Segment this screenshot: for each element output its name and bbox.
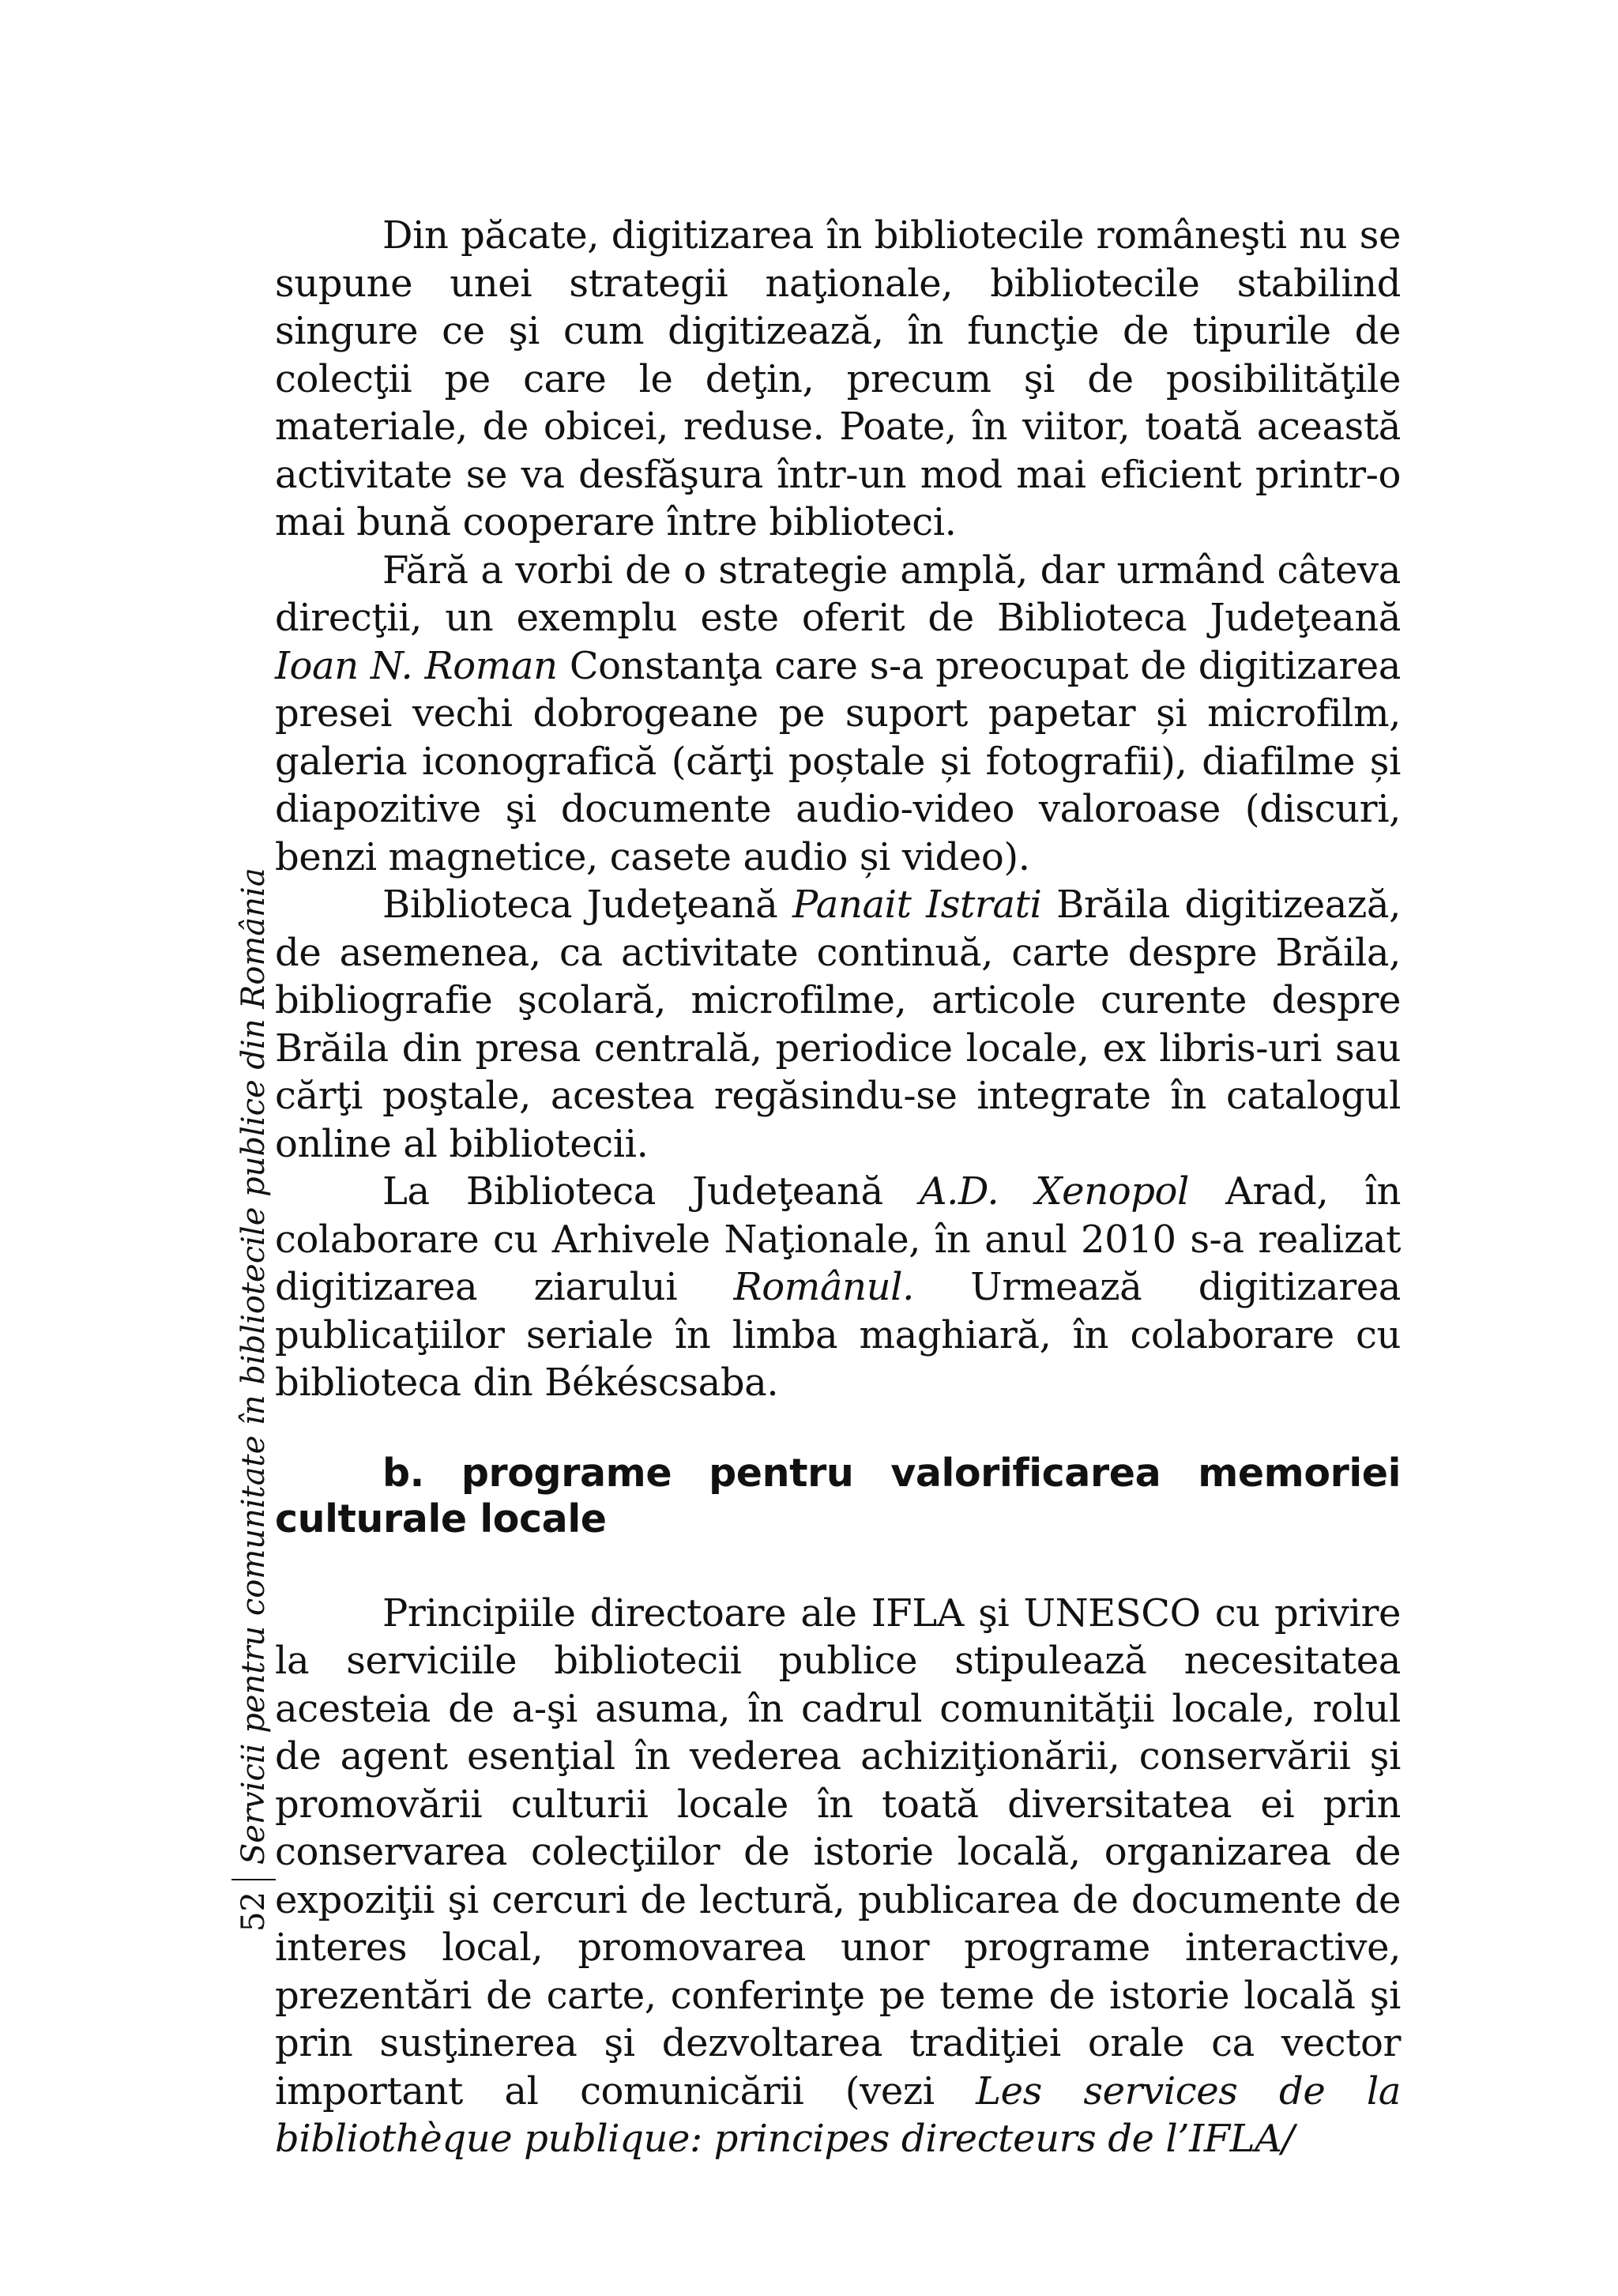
italic-title: Ioan N. Roman <box>275 643 558 688</box>
section-heading: b. programe pentru valorificarea memoriei culturale locale <box>275 1450 1401 1541</box>
italic-title: Les services de la bibliothèque publique: principes directeurs de l’IFLA/ <box>275 2068 1401 2161</box>
body-text <box>275 212 1401 2163</box>
italic-title: A.D. Xenopol <box>919 1169 1189 1214</box>
paragraph <box>275 1168 1401 1407</box>
running-head-divider <box>231 1879 276 1880</box>
paragraph <box>275 547 1401 882</box>
paragraphs-after-heading <box>275 1590 1401 2163</box>
paragraphs-before-heading <box>275 212 1401 1407</box>
text-run: Biblioteca Judeţeană <box>382 883 792 927</box>
paragraph <box>275 881 1401 1168</box>
text-run: Principiile directoare ale IFLA şi UNESCO cu privire la serviciile bibliotecii publice stipulează necesitatea acesteia de a-şi asuma, în cadrul comunităţii locale, rolul de agent esenţial în vederea achiziţionării, conservării şi promovării culturii locale în toată diversitatea ei prin conservarea colecţiilor de istorie locală, organizarea de expoziţii şi cercuri de lectură, publicarea de documente de interes local, promovarea unor programe interactive, prezentări de carte, conferinţe pe teme de istorie locală şi prin susţinerea şi dezvoltarea tradiţiei orale ca vector important al comunicării (vezi <box>275 1590 1401 2113</box>
running-head-title: Servicii pentru comunitate în bibliotecile publice din România <box>235 868 272 1865</box>
text-run: Urmează digitizarea publicaţiilor seriale în limba maghiară, în colaborare cu biblioteca din Békéscsaba. <box>275 1265 1401 1405</box>
paragraph <box>275 212 1401 547</box>
text-run: Brăila digitizează, de asemenea, ca activitate continuă, carte despre Brăila, bibliografie şcolară, microfilme, articole curente despre Brăila din presa centrală, periodice locale, ex libris-uri sau cărţi poştale, acestea regăsindu-se integrate în catalogul online al bibliotecii. <box>275 883 1401 1166</box>
text-run: Fără a vorbi de o strategie amplă, dar urmând câteva direcţii, un exemplu este oferit de Biblioteca Judeţeană <box>275 548 1401 640</box>
italic-title: Panait Istrati <box>792 883 1042 927</box>
italic-title: Românul. <box>733 1265 914 1309</box>
text-run: Constanţa care s-a preocupat de digitizarea presei vechi dobrogeane pe suport papetar și microfilm, galeria iconografică (cărţi poștale și fotografii), diafilme și diapozitive şi documente audio-video valoroase (discuri, benzi magnetice, casete audio și video). <box>275 643 1401 879</box>
text-run: La Biblioteca Judeţeană <box>382 1169 920 1214</box>
text-run: Din păcate, digitizarea în bibliotecile româneşti nu se supune unei strategii naţionale, bibliotecile stabilind singure ce şi cum digitizează, în funcţie de tipurile de colecţii pe care le deţin, precum şi de posibilităţile materiale, de obicei, reduse. Poate, în viitor, toată această activitate se va desfăşura într-un mod mai eficient printr-o mai bună cooperare între biblioteci. <box>275 213 1401 544</box>
text-run: Arad, în colaborare cu Arhivele Naţionale, în anul 2010 s-a realizat digitizarea ziarului <box>275 1169 1401 1309</box>
running-head <box>230 865 277 1932</box>
page-number: 52 <box>235 1891 272 1932</box>
paragraph <box>275 1590 1401 2163</box>
